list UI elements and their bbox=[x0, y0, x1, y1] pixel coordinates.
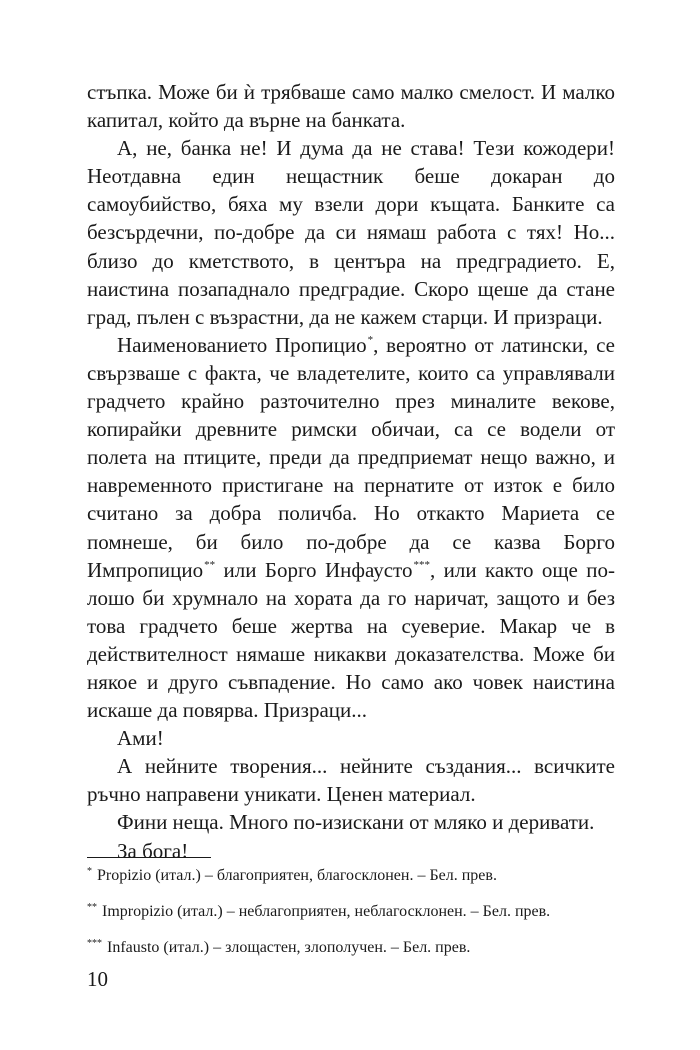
paragraph-3-part-b: , вероятно от латински, се свързваше с факта, че владетелите, които са управлявали градчето крайно разточително през миналите векове, копирайки древните римски обичаи, са се водели от полета на птиците, преди да предприемат нещо важно, и навременното пристигане на пернатите от изток е било считано за добра поличба. Но откакто Мариета се помнеше, би било по-добре да се казва Борго Импропицио bbox=[87, 332, 615, 582]
paragraph-6: Фини неща. Много по-изискани от мляко и деривати. bbox=[117, 810, 595, 835]
paragraph-3-part-c: или Борго Инфаусто bbox=[215, 557, 413, 582]
footnote-3 bbox=[87, 934, 470, 958]
footnote-2-text: Impropizio (итал.) – неблагоприятен, неблагосклонен. – Бел. прев. bbox=[102, 903, 551, 920]
footnote-ref-1: * bbox=[367, 333, 374, 346]
main-text bbox=[87, 78, 615, 865]
page-number: 10 bbox=[87, 967, 108, 991]
paragraph-3-part-a: Наименованието Пропицио bbox=[117, 332, 367, 357]
paragraph-5: А нейните творения... нейните създания... всичките ръчно направени уникати. Ценен материал. bbox=[87, 754, 615, 807]
footnote-1 bbox=[87, 862, 497, 886]
paragraph-2: А, не, банка не! И дума да не става! Тези кожодери! Неотдавна един нещастник беше докаран до самоубийство, бяха му взели дори къщата. Банките са безсърдечни, по-добре да си нямаш работа с тях! Но... близо до кметството, в центъра на предградието. Е, наистина позападнало предградие. Скоро щеше да стане град, пълен с възрастни, да не кажем старци. И призраци. bbox=[87, 136, 615, 329]
footnote-3-text: Infausto (итал.) – злощастен, злополучен. – Бел. прев. bbox=[107, 939, 471, 956]
paragraph-4: Ами! bbox=[117, 726, 164, 751]
footnote-ref-2: ** bbox=[204, 558, 216, 571]
footnote-1-text: Propizio (итал.) – благоприятен, благосклонен. – Бел. прев. bbox=[97, 867, 497, 884]
paragraph-3 bbox=[87, 331, 615, 724]
footnote-2-mark: ** bbox=[87, 902, 97, 913]
footnote-3-mark: *** bbox=[87, 938, 102, 949]
footnote-ref-3: *** bbox=[413, 558, 430, 571]
paragraph-7: За бога! bbox=[117, 838, 189, 863]
paragraph-3-part-d: , или както още по-лошо би хрумнало на хората да го наричат, защото и без това градчето беше жертва на суеверие. Макар че в действителност нямаше никакви доказателства. Може би някое и друго съвпадение. Но само ако човек наистина искаше да повярва. Призраци... bbox=[87, 557, 616, 723]
footnote-2 bbox=[87, 898, 550, 922]
footnote-divider bbox=[87, 857, 211, 858]
footnote-1-mark: * bbox=[87, 866, 92, 877]
paragraph-1: стъпка. Може би ѝ трябваше само малко смелост. И малко капитал, който да върне на банката. bbox=[87, 80, 615, 133]
